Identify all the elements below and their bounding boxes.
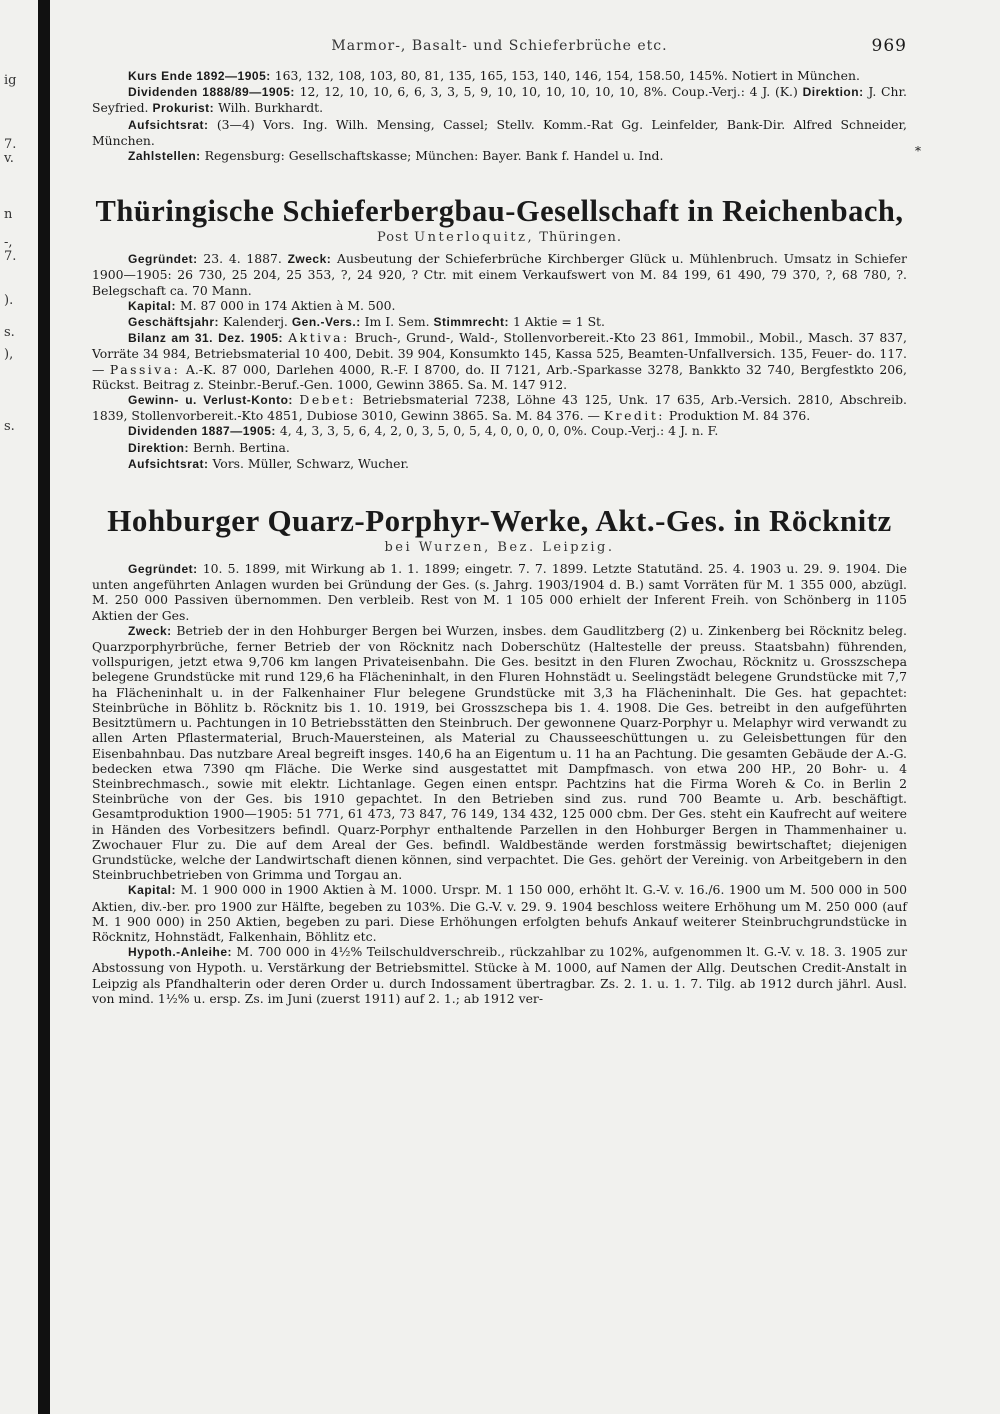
dividenden-label: Dividenden 1887—1905: [128,424,276,439]
prokurist-label: Prokurist: [152,101,215,116]
page-content [92,28,921,1006]
kurs-label: Kurs Ende 1892—1905: [128,69,271,83]
margin-mark: 7. [4,249,17,264]
gegruendet-label: Gegründet: [128,252,198,267]
gegruendet-text: 10. 5. 1899, mit Wirkung ab 1. 1. 1899; eingetr. 7. 7. 1899. Letzte Statutänd. 25. 4. 1903 u. 29. 9. 1904. Die unten angeführten Anlagen wurden bei Gründung der Ges. (s. Jahrg. 1903/1904 d. B.) samt Vorräten für M. 1 355 000, abzügl. M. 250 000 Passiven übernommen. Den verbleib. Rest von M. 1 105 000 erhielt der Inferent Freih. von Schönberg in 1105 Aktien der Ges. [92,561,907,623]
dividenden-text: 12, 12, 10, 10, 6, 6, 3, 3, 5, 9, 10, 10, 10, 10, 10, 10, 8%. Coup.-Verj.: 4 J. (K.) [299,84,798,100]
entry-hohburger [92,561,907,1006]
dividenden-paragraph [92,84,907,116]
direktion-paragraph [92,440,907,456]
gegruendet-paragraph [92,561,907,623]
kapital-paragraph [92,298,907,314]
debet-text: Betriebsmaterial 7238, Löhne 43 125, Unk. 17 635, Arb.-Versich. 2810, Abschreib. 1839, Stollenvorbereit.-Kto 4851, Dubiose 3010, Gewinn 3865. Sa. M. 84 376. — [92,392,907,424]
geschaeftsjahr-paragraph [92,314,907,330]
zahlstellen-text: Regensburg: Gesellschaftskasse; München: Bayer. Bank f. Handel u. Ind. [204,148,664,164]
company-title-thueringische: Thüringische Schieferbergbau-Gesellschaft in Reichenbach, [95,194,904,229]
guv-paragraph [92,392,907,423]
geschaeftsjahr-label: Geschäftsjahr: [128,315,220,330]
direktion-text: J. Chr. Seyfried. [92,84,907,116]
hypoth-label: Hypoth.-Anleihe: [128,945,232,960]
kredit-text: Produktion M. 84 376. [668,408,811,424]
gegruendet-paragraph [92,251,907,298]
dividenden-label: Dividenden 1888/89—1905: [128,85,295,100]
margin-mark: 7. [4,137,17,152]
kredit-label: Kredit: [603,408,665,424]
running-head [92,28,907,68]
kurs-text: 163, 132, 108, 103, 80, 81, 135, 165, 153, 140, 146, 154, 158.50, 145%. Notiert in München. [274,68,860,83]
bilanz-paragraph [92,330,907,392]
aufsichtsrat-label: Aufsichtsrat: [128,456,209,471]
kurs-paragraph [92,68,907,84]
aktiva-text: Bruch-, Grund-, Wald-, Stollenvorbereit.-Kto 23 861, Immobil., Mobil., Masch. 37 837, Vorräte 34 984, Betriebsmaterial 10 400, Debit. 39 904, Konsumkto 145, Kassa 525, Beamten-Unfallversich. 135, Feuer- do. 117. — [92,330,907,377]
stimmrecht-label: Stimmrecht: [433,315,509,330]
guv-label: Gewinn- u. Verlust-Konto: [128,393,293,408]
page-number: 969 [871,36,907,56]
aufsichtsrat-label: Aufsichtsrat: [128,117,209,132]
zweck-label: Zweck: [128,623,172,638]
margin-mark: s. [4,325,15,340]
dividenden-paragraph [92,423,907,439]
previous-page-edge [0,0,38,1414]
kapital-paragraph [92,882,907,944]
prokurist-text: Wilh. Burkhardt. [218,100,324,116]
zweck-text: Ausbeutung der Schieferbrüche Kirchberger Glück u. Mühlenbruch. Umsatz in Schiefer 1900—1905: 26 730, 25 204, 25 353, ?, 24 920, ? Ctr. mit einem Verkaufswert von M. 84 199, 61 490, 79 370, ?, 68 780, ?. Belegschaft ca. 70 Mann. [92,251,907,298]
previous-entry [92,68,921,164]
margin-mark: ig [4,73,17,88]
kapital-text: M. 87 000 in 174 Aktien à M. 500. [179,297,396,313]
margin-mark: -, [4,235,13,250]
aufsichtsrat-paragraph [92,117,907,148]
entry-thueringische [92,251,907,472]
zweck-paragraph [92,623,907,882]
running-title: Marmor-, Basalt- und Schieferbrüche etc. [331,38,668,54]
genvers-label: Gen.-Vers.: [291,315,361,330]
company-title-hohburger: Hohburger Quarz-Porphyr-Werke, Akt.-Ges. in Röcknitz [107,503,892,539]
company-subtitle-thueringische [92,230,907,245]
passiva-text: A.-K. 87 000, Darlehen 4000, R.-F. I 8700, do. II 7121, Arb.-Sparkasse 3278, Bankkto 32 740, Bergfestkto 206, Rückst. Beitrag z. Steinbr.-Beruf.-Gen. 1000, Gewinn 3865. Sa. M. 147 912. [92,361,907,392]
aktiva-label: Aktiva: [288,330,350,346]
book-gutter [38,0,50,1414]
gegruendet-text: 23. 4. 1887. [203,251,282,267]
gegruendet-label: Gegründet: [128,562,198,577]
margin-mark: n [4,207,13,222]
margin-mark: s. [4,419,15,434]
aufsichtsrat-paragraph [92,456,907,472]
margin-mark: ), [4,347,14,362]
margin-mark: v. [4,151,14,166]
hypoth-text: M. 700 000 in 4½% Teilschuldverschreib., rückzahlbar zu 102%, aufgenommen lt. G.-V. v. 18. 3. 1905 zur Abstossung von Hypoth. u. Verstärkung der Betriebsmittel. Stücke à M. 1000, auf Namen der Allg. Deutschen Credit-Anstalt in Leipzig als Pfandhalterin oder deren Order u. durch Indossament übertragbar. Zs. 2. 1. u. 1. 7. Tilg. ab 1912 durch jährl. Ausl. von mind. 1½% u. ersp. Zs. im Juni (zuerst 1911) auf 2. 1.; ab 1912 ver- [92,944,907,1006]
zahlstellen-paragraph [92,148,907,164]
subtitle-place: Unterloquitz, [414,230,535,246]
kapital-label: Kapital: [128,298,177,313]
zweck-text: Betrieb der in den Hohburger Bergen bei Wurzen, insbes. dem Gaudlitzberg (2) u. Zinkenberg bei Röcknitz beleg. Quarzporphyrbrüche, ferner Betrieb der von Röcknitz nach Doberschütz (Haltestelle der preuss. Staatsbahn) führenden, vollspurigen, jetzt etwa 9,706 km langen Privateisenbahn. Die Ges. besitzt in den Fluren Zwochau, Röcknitz u. Grosszschepa belegene Grundstücke mit rund 129,6 ha Flächeninhalt, in den Fluren Hohnstädt u. Seelingstädt belegene Grundstücke mit 7,7 ha Flächeninhalt u. in der Falkenhainer Flur belegene Grundstücke mit 3,3 ha Flächeninhalt. Die Ges. hat gepachtet: Steinbrüche in Böhlitz b. Röcknitz bis 1. 10. 1919, bei Grosszschepa bis 1. 4. 1908. Die Ges. betreibt in den aufgeführten Besitztümern u. Pachtungen in 10 Betriebsstätten den Steinbruch. Der gewonnene Quarz-Porphyr u. Melaphyr wird verwandt zu allen Arten Pflastermaterial, Bruch-Mauersteinen, als Material zu Chausseeschüttungen u. zu Geleisbettungen für den Eisenbahnbau. Das nutzbare Areal begreift insges. 140,6 ha an Eigentum u. 11 ha an Pachtung. Die gesamten Gebäude der A.-G. bedecken etwa 7390 qm Fläche. Die Werke sind ausgestattet mit Dampfmasch. von etwa 200 HP., 20 Bohr- u. 4 Steinbrechmasch., sowie mit elektr. Lichtanlage. Gegen einen entspr. Pachtzins hat die Firma Woreh & Co. in Berlin 2 Steinbrüche von der Ges. bis 1910 gepachtet. In den Betrieben sind zus. rund 700 Beamte u. Arb. beschäftigt. Gesamtproduktion 1900—1905: 51 771, 61 473, 73 847, 76 149, 134 432, 125 000 cbm. Der Ges. steht ein Kaufrecht auf weitere in Händen des Vorbesitzers befindl. Quarz-Porphyr enthaltende Parzellen in den Hohburger Bergen in Thammenhainer u. Zwochauer Flur zu. Die auf dem Areal der Ges. befindl. Waldbestände werden forstmässig bewirtschaftet; diejenigen Grundstücke, welche der Landwirtschaft dienen können, sind verpachtet. Die Ges. gehört der Vereinig. von Arbeitgebern in den Steinbruchbetrieben von Grimma und Torgau an. [92,622,907,883]
hypoth-paragraph [92,944,907,1006]
passiva-label: Passiva: [109,361,181,377]
kapital-text: M. 1 900 000 in 1900 Aktien à M. 1000. Urspr. M. 1 150 000, erhöht lt. G.-V. v. 16./6. 1900 um M. 500 000 in 500 Aktien, div.-ber. pro 1900 zur Hälfte, begeben zu 103%. Die G.-V. v. 29. 9. 1904 beschloss weitere Erhöhung um M. 250 000 (auf M. 1 900 000) in 250 Aktien, begeben zu pari. Diese Erhöhungen erfolgten behufs Ankauf weiterer Steinbruchgrundstücke in Röcknitz, Hohnstädt, Falkenhain, Böhlitz etc. [92,882,907,944]
stimmrecht-text: 1 Aktie = 1 St. [512,314,605,330]
aufsichtsrat-text: (3—4) Vors. Ing. Wilh. Mensing, Cassel; Stellv. Komm.-Rat Gg. Leinfelder, Bank-Dir. Alfred Schneider, München. [92,116,907,148]
dividenden-text: 4, 4, 3, 3, 5, 6, 4, 2, 0, 3, 5, 0, 5, 4, 0, 0, 0, 0, 0%. Coup.-Verj.: 4 J. n. F. [279,423,719,439]
zahlstellen-label: Zahlstellen: [128,149,201,164]
direktion-label: Direktion: [802,85,864,100]
debet-label: Debet: [299,392,357,408]
subtitle-post: Post [377,230,409,246]
aufsichtsrat-text: Vors. Müller, Schwarz, Wucher. [212,455,409,471]
genvers-text: Im I. Sem. [364,314,430,330]
subtitle-region: Thüringen. [539,230,622,246]
kapital-label: Kapital: [128,883,177,898]
margin-mark: ). [4,293,14,308]
geschaeftsjahr-text: Kalenderj. [222,314,288,330]
direktion-label: Direktion: [128,440,190,455]
direktion-text: Bernh. Bertina. [192,439,290,455]
bilanz-label: Bilanz am 31. Dez. 1905: [128,331,284,346]
company-subtitle-hohburger: bei Wurzen, Bez. Leipzig. [384,540,615,556]
star-mark: * [915,144,921,158]
zweck-label: Zweck: [287,252,332,267]
